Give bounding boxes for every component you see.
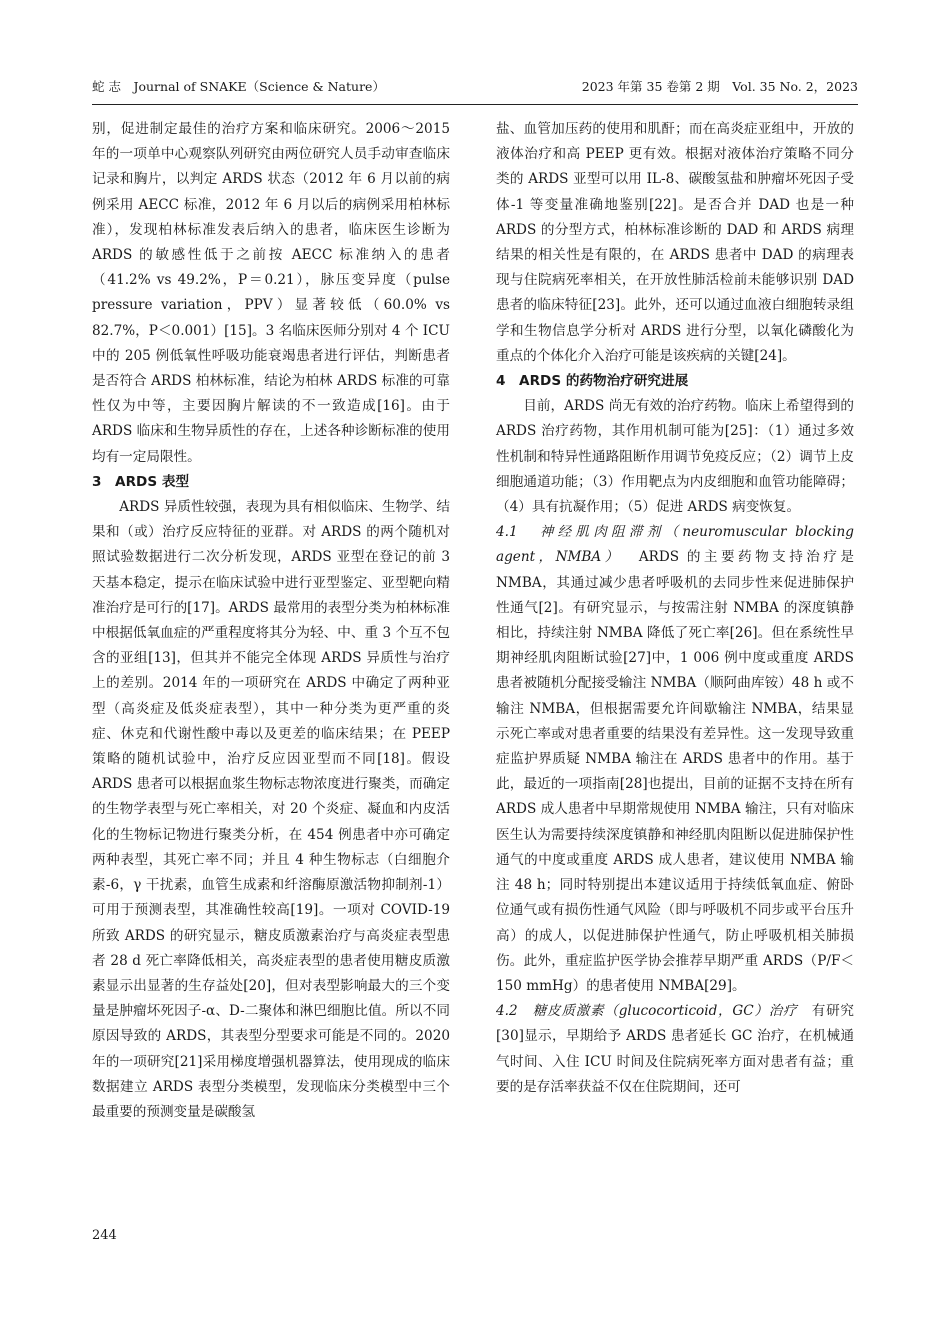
section-heading-3: 3 ARDS 表型: [92, 473, 190, 490]
page-number: 244: [92, 1228, 117, 1243]
left-column: [92, 117, 450, 1125]
journal-title: 蛇 志 Journal of SNAKE（Science & Nature）: [92, 79, 385, 94]
subsection-4-1-text: ARDS 的主要药物支持治疗是 NMBA，其通过减少患者呼吸机的去同步性来促进肺保护性通气[2]。有研究显示，与按需注射 NMBA 的深度镇静相比，持续注射 NMBA 降低了死亡率[26]。但在系统性早期神经肌肉阻断试验[27]中，1 006 例中度或重度 ARDS 患者被随机分配接受输注 NMBA（顺阿曲库铵）48 h 或不输注 NMBA，但根据需要允许间歇输注 NMBA，结果显示死亡率或对患者重要的结果没有差异性。这一发现导致重症监护界质疑 NMBA 输注在 ARDS 患者中的作用。基于此，最近的一项指南[28]也提出，目前的证据不支持在所有 ARDS 成人患者中早期常规使用 NMBA 输注，只有对临床医生认为需要持续深度镇静和神经肌肉阻断以促进肺保护性通气的中度或重度 ARDS 成人患者，建议使用 NMBA 输注 48 h；同时特别提出本建议适用于持续低氧血症、俯卧位通气或有损伤性通气风险（即与呼吸机不同步或平台压升高）的成人，以促进肺保护性通气，防止呼吸机相关肺损伤。此外，重症监护医学协会推荐早期严重 ARDS（P/F＜150 mmHg）的患者使用 NMBA[29]。: [496, 549, 854, 994]
section-heading-4: 4 ARDS 的药物治疗研究进展: [496, 373, 689, 390]
running-header: [92, 78, 858, 96]
right-column: [496, 117, 854, 1100]
issue-info: 2023 年第 35 卷第 2 期 Vol. 35 No. 2，2023: [581, 79, 858, 94]
subsection-4-2-title: 4.2 糖皮质激素（glucocorticoid，GC）治疗: [496, 1003, 798, 1020]
subsection-4-2-text: 有研究[30]显示，早期给予 ARDS 患者延长 GC 治疗，在机械通气时间、入住 ICU 时间及住院病死率方面对患者有益；重要的是存活率获益不仅在住院期间，还可: [496, 1003, 855, 1095]
paragraph-diagnosis-continued: 别，促进制定最佳的治疗方案和临床研究。2006～2015 年的一项单中心观察队列研究由两位研究人员手动审查临床记录和胸片，以判定 ARDS 状态（2012 年 6 月以前的病例采用 AECC 标准，2012 年 6 月以后的病例采用柏林标准），发现柏林标准发表后纳入的患者，临床医生诊断为 ARDS 的敏感性低于之前按 AECC 标准纳入的患者（41.2% vs 49.2%，P＝0.21），脉压变异度（pulse pressure variation，PPV）显著较低（60.0% vs 82.7%，P＜0.001）[15]。3 名临床医师分别对 4 个 ICU 中的 205 例低氧性呼吸功能衰竭患者进行评估，判断患者是否符合 ARDS 柏林标准，结论为柏林 ARDS 标准的可靠性仅为中等，主要因胸片解读的不一致造成[16]。由于 ARDS 临床和生物异质性的存在，上述各种诊断标准的使用均有一定局限性。: [92, 121, 450, 465]
paragraph-phenotypes-continued: 盐、血管加压药的使用和肌酐；而在高炎症亚组中，开放的液体治疗和高 PEEP 更有效。根据对液体治疗策略不同分类的 ARDS 亚型可以用 IL-8、碳酸氢盐和肿瘤坏死因子受体-1 等变量准确地鉴别[22]。是否合并 DAD 也是一种 ARDS 的分型方式，柏林标准诊断的 DAD 和 ARDS 病理结果的相关性是有限的，在 ARDS 患者中 DAD 的病理表现与住院病死率相关，在开放性肺活检前未能够识别 DAD 患者的临床特征[23]。此外，还可以通过血液白细胞转录组学和生物信息学分析对 ARDS 进行分型，以氧化磷酸化为重点的个体化介入治疗可能是该疾病的关键[24]。: [496, 121, 854, 364]
header-rule: [92, 104, 858, 105]
paragraph-drug-therapy: 目前，ARDS 尚无有效的治疗药物。临床上希望得到的 ARDS 治疗药物，其作用机制可能为[25]：（1）通过多效性机制和特异性通路阻断作用调节免疫反应；（2）调节上皮细胞通道功能；（3）作用靶点为内皮细胞和血管功能障碍；（4）具有抗凝作用；（5）促进 ARDS 病变恢复。: [496, 398, 854, 516]
subsection-4-1-title: 4.1 神经肌肉阻滞剂（neuromuscular blocking agent，NMBA）: [496, 524, 854, 566]
paragraph-phenotypes: ARDS 异质性较强，表现为具有相似临床、生物学、结果和（或）治疗反应特征的亚群。对 ARDS 的两个随机对照试验数据进行二次分析发现，ARDS 亚型在登记的前 3 天基本稳定，提示在临床试验中进行亚型鉴定、亚型靶向精准治疗是可行的[17]。ARDS 最常用的表型分类为柏林标准中根据低氧血症的严重程度将其分为轻、中、重 3 个互不包含的亚组[13]，但其并不能完全体现 ARDS 异质性与治疗上的差别。2014 年的一项研究在 ARDS 中确定了两种亚型（高炎症及低炎症表型），其中一种分类为更严重的炎症、休克和代谢性酸中毒以及更差的临床结果；在 PEEP 策略的随机试验中，治疗反应因亚型而不同[18]。假设 ARDS 患者可以根据血浆生物标志物浓度进行聚类，而确定的生物学表型与死亡率相关，对 20 个炎症、凝血和内皮活化的生物标记物进行聚类分析，在 454 例患者中亦可确定两种表型，其死亡率不同；并且 4 种生物标志（白细胞介素-6，γ 干扰素，血管生成素和纤溶酶原激活物抑制剂-1）可用于预测表型，其准确性较高[19]。一项对 COVID-19 所致 ARDS 的研究显示，糖皮质激素治疗与高炎症表型患者 28 d 死亡率降低相关，高炎症表型的患者使用糖皮质激素显示出显著的生存益处[20]，但对表型影响最大的三个变量是肿瘤坏死因子-α、D-二聚体和淋巴细胞比值。所以不同原因导致的 ARDS，其表型分型要求可能是不同的。2020 年的一项研究[21]采用梯度增强机器算法，使用现成的临床数据建立 ARDS 表型分类模型，发现临床分类模型中三个最重要的预测变量是碳酸氢: [92, 499, 450, 1120]
